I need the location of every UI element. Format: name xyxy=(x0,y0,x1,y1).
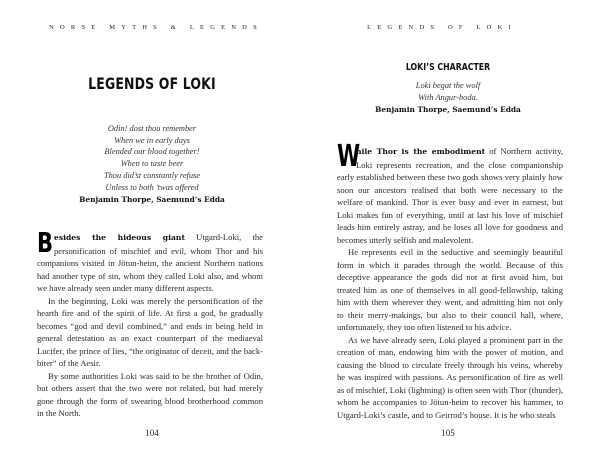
epigraph-attribution: Benjamin Thorpe, Saemund’s Edda xyxy=(79,195,225,205)
epigraph-line: Odin! dost thou remember xyxy=(107,124,197,133)
paragraph: He represents evil in the seductive and seemingly beautiful form in which it parades through the world. Because of this deceptive appearance the gods did not at first avoid him, but treated him as one of themselves in all good-fellowship, taking him with them wherever they went, and admitting him not only to their merry-makings, but also to their council hall, where, unfortunately, they too often listened to his advice. xyxy=(337,247,563,332)
epigraph-line: Unless to both ’twas offered xyxy=(105,182,199,192)
paragraph: By some authorities Loki was said to be the brother of Odin, but others assert that the two were not related, but had merely gone through the form of swearing blood brotherhood common in the North. xyxy=(37,370,263,418)
epigraph xyxy=(298,80,598,116)
epigraph-line: Loki begat the wolf xyxy=(415,81,481,90)
epigraph-attribution: Benjamin Thorpe, Saemund’s Edda xyxy=(375,105,521,115)
drop-cap: B xyxy=(37,226,54,259)
epigraph-line: When we in early days xyxy=(114,135,190,145)
right-page xyxy=(300,0,600,459)
body-text xyxy=(37,226,263,420)
paragraph-text: of Northern activity, Loki represents recreation, and the close companionship early established between these two gods shows very plainly how soon our ancestors realised that both were necessary to the welfare of mankind. Thor is ever busy and ever in earnest, but Loki makes fun of everything, until at last his love of mischief leads him entirely astray, and he loses all love for goodness and becomes utterly selfish and malevolent. xyxy=(337,146,563,245)
section-title: LOKI’S CHARACTER xyxy=(405,62,491,73)
epigraph xyxy=(2,123,302,206)
lead-in: hile Thor is the embodiment xyxy=(356,147,486,156)
paragraph xyxy=(337,139,563,246)
chapter-title: LEGENDS OF LOKI xyxy=(88,74,216,93)
drop-cap: W xyxy=(337,139,361,174)
epigraph-line: Blended our blood together! xyxy=(104,147,200,157)
page-number: 104 xyxy=(145,428,159,438)
paragraph: As we have already seen, Loki played a prominent part in the creation of man, endowing him with the power of motion, and causing the blood to circulate freely through his veins, whereby he was inspired with passions. As personification of fire as well as of mischief, Loki (lightning) is often seen with Thor (thunder), whom he accompanies to Jötun-heim to recover his hammer, to Utgard-Loki’s castle, and to Geirrod’s house. It is he who steals xyxy=(337,334,563,420)
running-head: LEGENDS OF LOKI xyxy=(367,24,517,31)
paragraph: In the beginning, Loki was merely the personification of the hearth fire and of the spirit of life. At first a god, he gradually becomes “god and devil combined,” and ends in being held in general detestation as an exact counterpart of the mediaeval Lucifer, the prince of lies, “the originator of deceit, and the back-biter” of the Aesir. xyxy=(37,295,263,368)
lead-in: esides the hideous giant xyxy=(54,233,185,242)
epigraph-line: When to taste beer xyxy=(120,159,184,169)
page-number: 105 xyxy=(441,428,455,438)
epigraph-line: With Angur-boda. xyxy=(418,92,478,102)
body-text xyxy=(337,139,563,421)
paragraph-text: Utgard-Loki, the personification of mischief and evil, whom Thor and his companions visited in Jötun-heim, the ancient Northern nations had another type of sin, whom they called Loki also, and whom we have already seen under many different aspects. xyxy=(37,232,263,293)
running-head: NORSE MYTHS & LEGENDS xyxy=(49,24,263,31)
paragraph xyxy=(37,226,263,295)
epigraph-line: Thou did’st constantly refuse xyxy=(103,170,201,180)
